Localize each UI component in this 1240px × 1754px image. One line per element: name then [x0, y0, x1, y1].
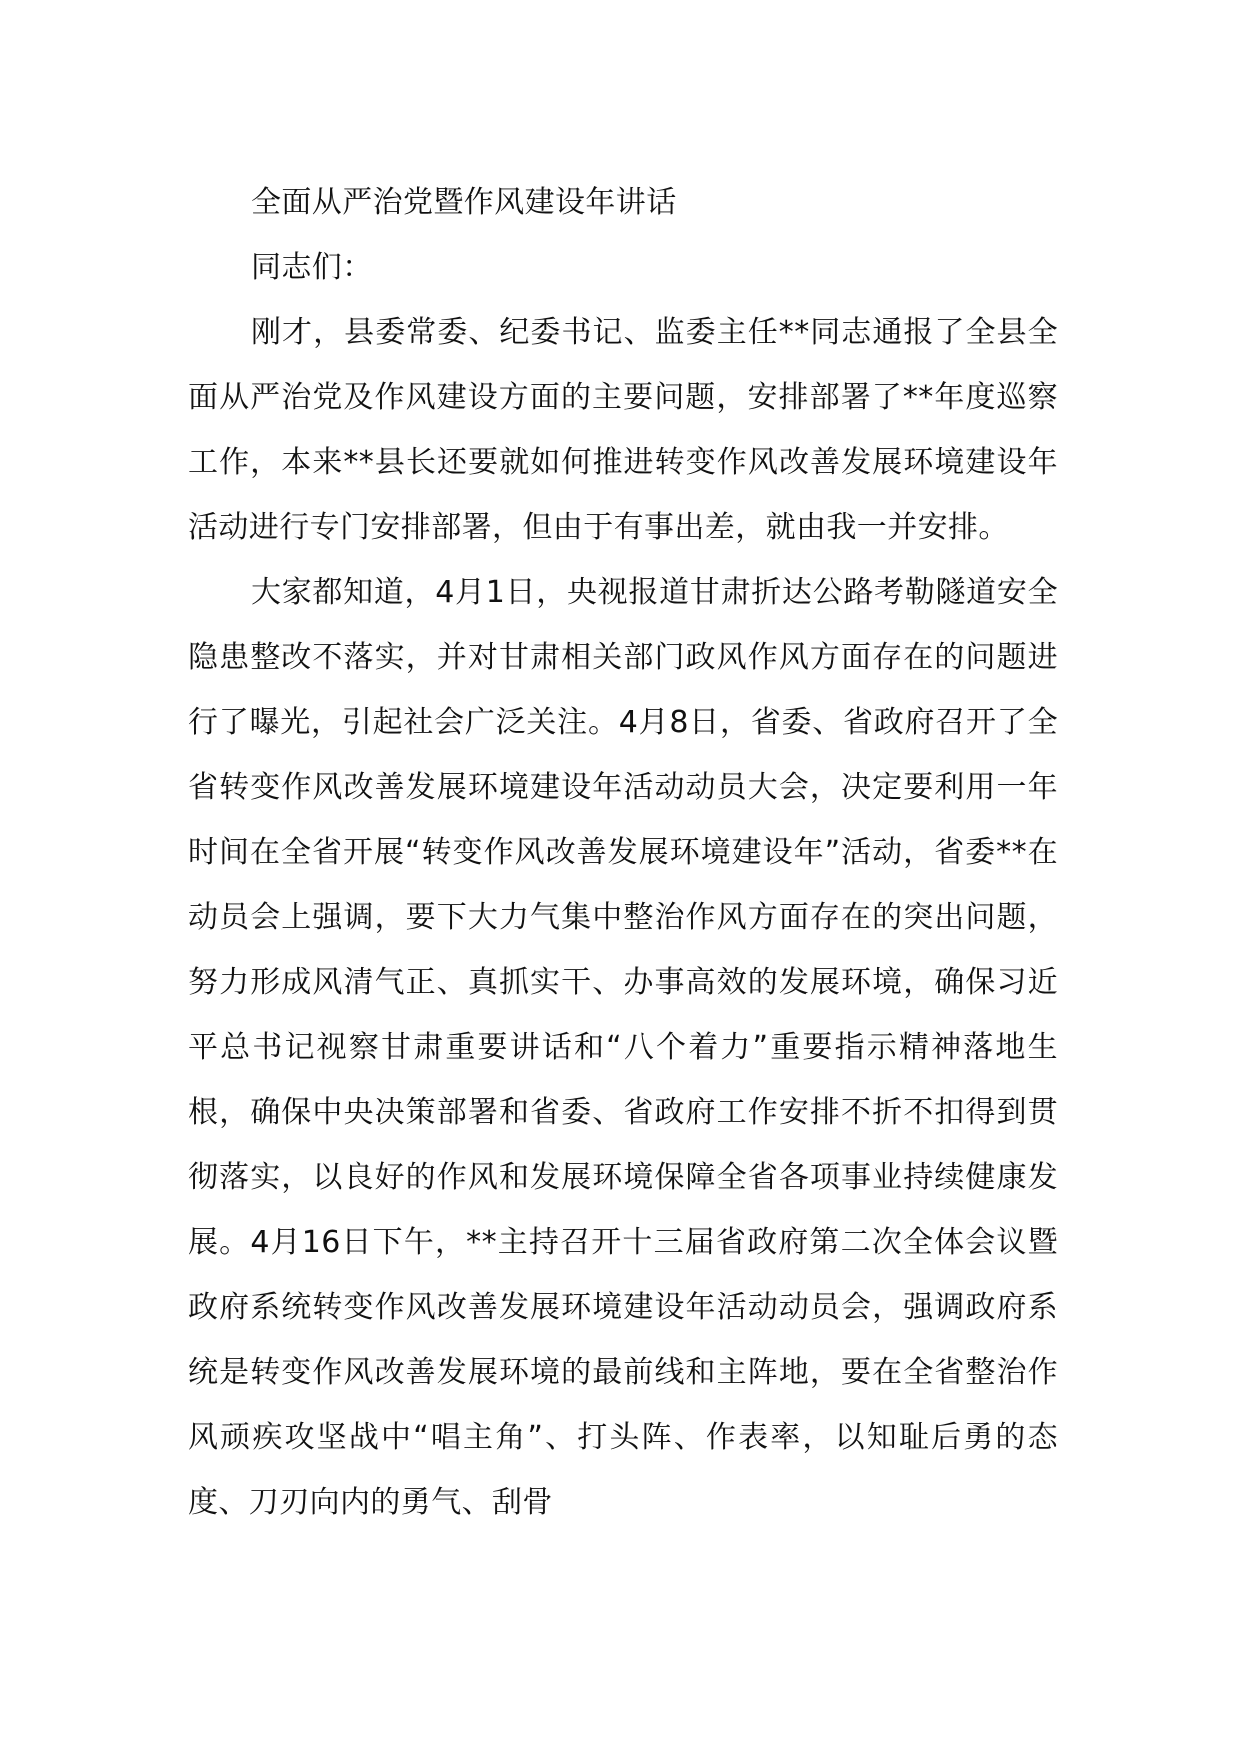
document-body	[188, 170, 1058, 1535]
document-title: 全面从严治党暨作风建设年讲话	[251, 185, 677, 220]
paragraph-1: 刚才，县委常委、纪委书记、监委主任**同志通报了全县全面从严治党及作风建设方面的主要问题，安排部署了**年度巡察工作，本来**县长还要就如何推进转变作风改善发展环境建设年活动进行专门安排部署，但由于有事出差，就由我一并安排。	[188, 315, 1058, 545]
paragraph-2: 大家都知道，4月1日，央视报道甘肃折达公路考勒隧道安全隐患整改不落实，并对甘肃相关部门政风作风方面存在的问题进行了曝光，引起社会广泛关注。4月8日，省委、省政府召开了全省转变作风改善发展环境建设年活动动员大会，决定要利用一年时间在全省开展“转变作风改善发展环境建设年”活动，省委**在动员会上强调，要下大力气集中整治作风方面存在的突出问题，努力形成风清气正、真抓实干、办事高效的发展环境，确保习近平总书记视察甘肃重要讲话和“八个着力”重要指示精神落地生根，确保中央决策部署和省委、省政府工作安排不折不扣得到贯彻落实，以良好的作风和发展环境保障全省各项事业持续健康发展。4月16日下午，**主持召开十三届省政府第二次全体会议暨政府系统转变作风改善发展环境建设年活动动员会，强调政府系统是转变作风改善发展环境的最前线和主阵地，要在全省整治作风顽疾攻坚战中“唱主角”、打头阵、作表率，以知耻后勇的态度、刀刃向内的勇气、刮骨	[188, 575, 1058, 1520]
salutation: 同志们：	[251, 250, 373, 285]
